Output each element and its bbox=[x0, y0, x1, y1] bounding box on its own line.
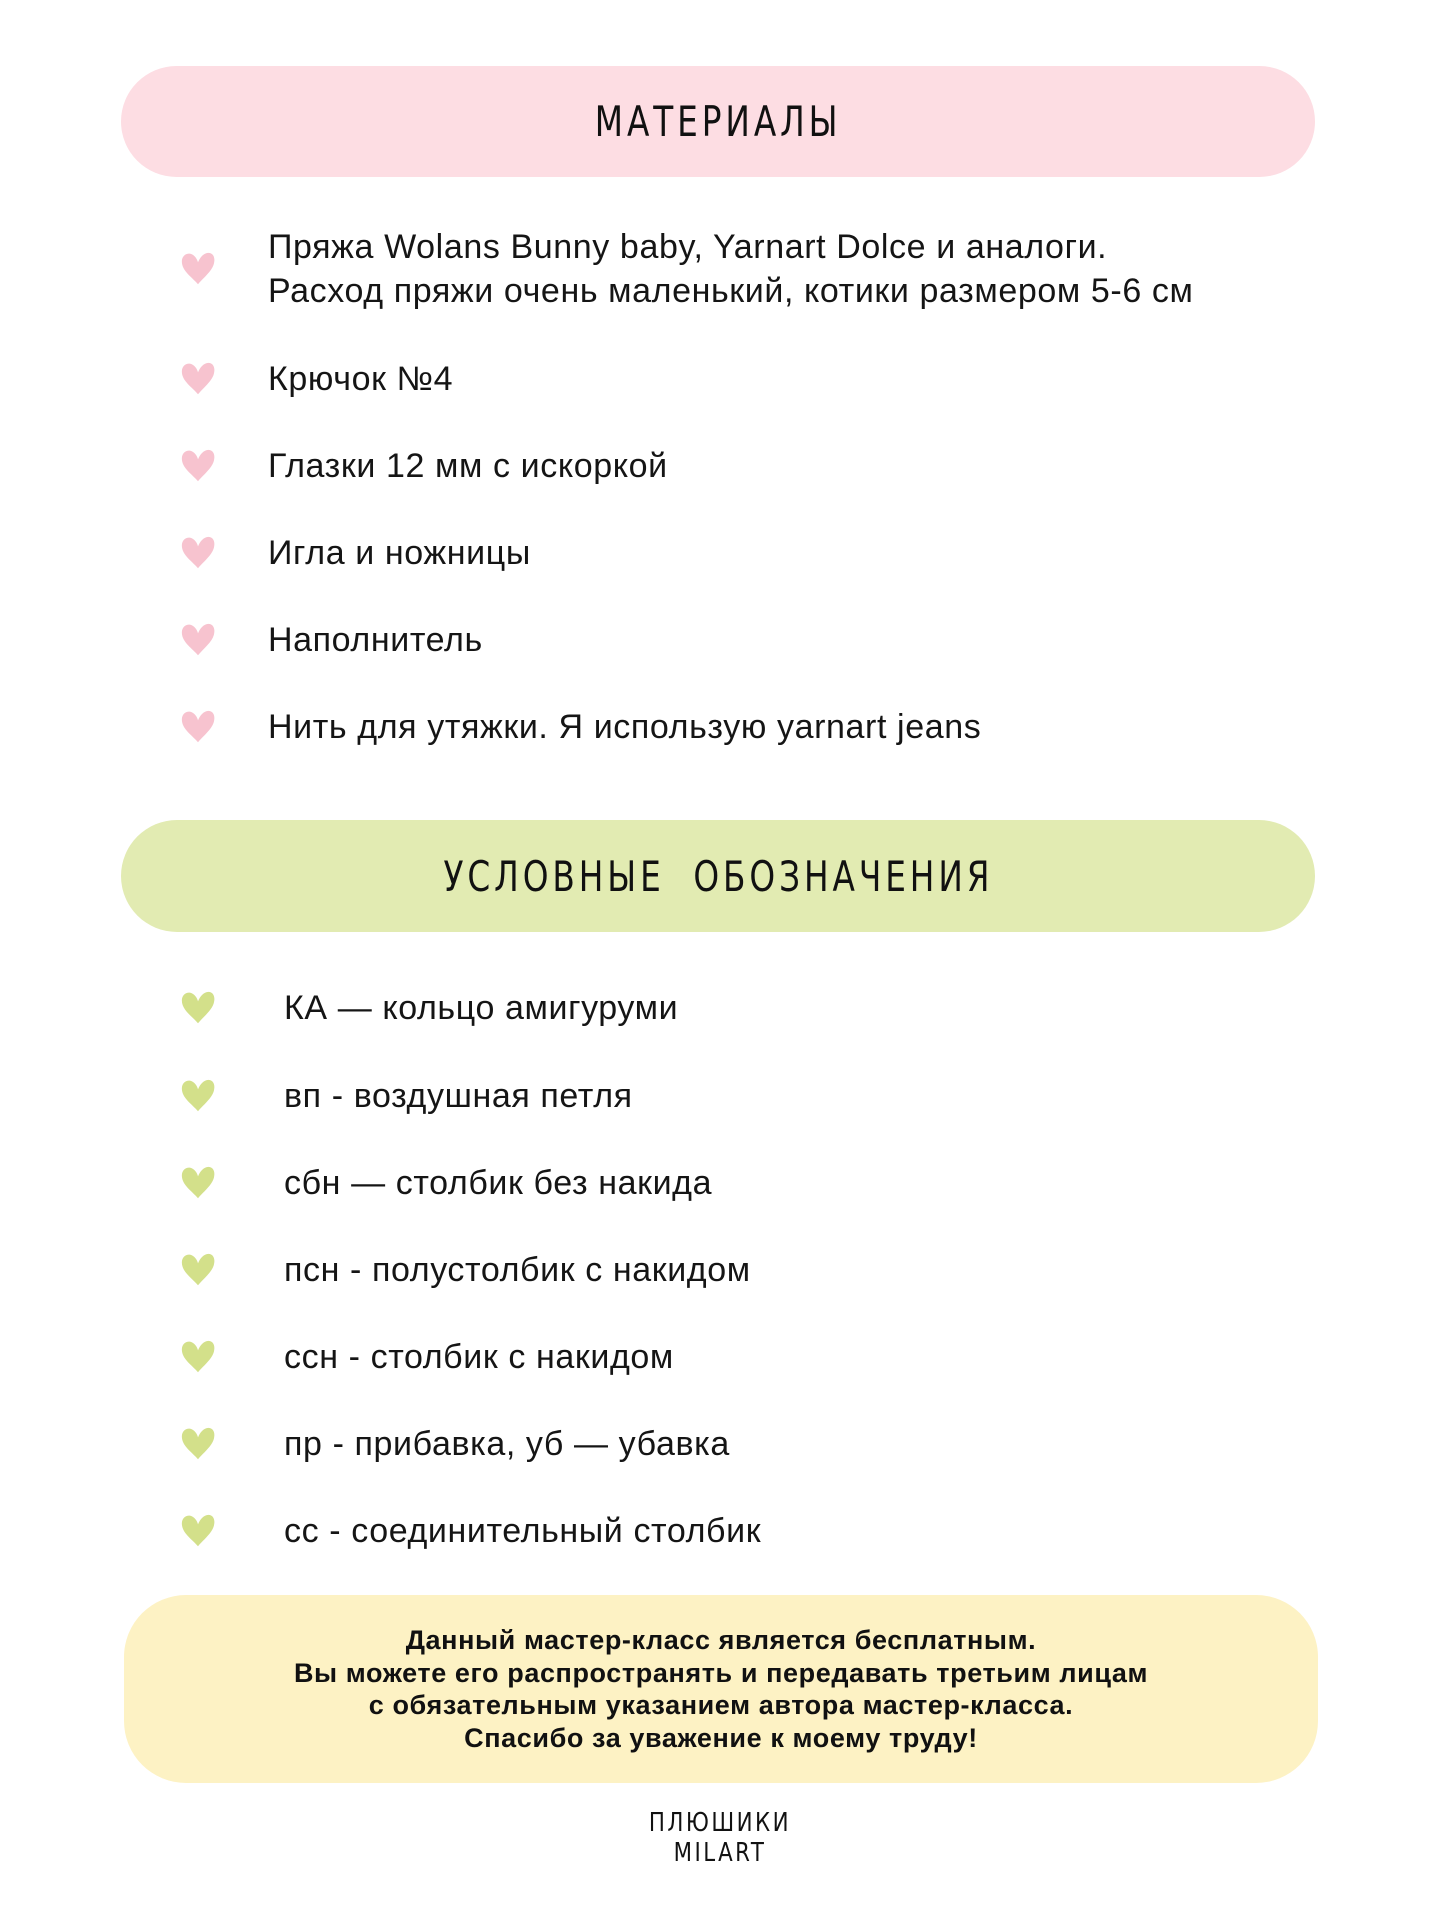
notice-line: Спасибо за уважение к моему труду! bbox=[464, 1722, 978, 1753]
brand-logo bbox=[0, 1808, 1440, 1868]
heart-icon bbox=[179, 448, 217, 485]
legend-item-text: ссн - столбик с накидом bbox=[284, 1338, 674, 1376]
materials-item-text bbox=[268, 618, 483, 662]
materials-item-line: Глазки 12 мм с искоркой bbox=[268, 447, 668, 485]
legend-header bbox=[121, 820, 1315, 932]
materials-header bbox=[121, 66, 1315, 177]
materials-item-line: Пряжа Wolans Bunny baby, Yarnart Dolce и аналоги. bbox=[268, 228, 1108, 266]
heart-icon bbox=[179, 1426, 217, 1463]
materials-item-line: Крючок №4 bbox=[268, 360, 454, 398]
legend-title: УСЛОВНЫЕ ОБОЗНАЧЕНИЯ bbox=[443, 851, 993, 901]
legend-item-text: вп - воздушная петля bbox=[284, 1077, 633, 1115]
legend-item-text: псн - полустолбик с накидом bbox=[284, 1251, 751, 1289]
heart-icon bbox=[179, 1078, 217, 1115]
heart-icon bbox=[179, 361, 217, 398]
notice-line: Вы можете его распространять и передавать третьим лицам bbox=[293, 1657, 1149, 1688]
materials-item-text bbox=[268, 225, 1193, 313]
materials-item-line: Наполнитель bbox=[268, 621, 483, 659]
heart-icon bbox=[179, 1339, 217, 1376]
heart-icon bbox=[179, 709, 217, 746]
brand-name-line2: MILART bbox=[673, 1838, 767, 1868]
materials-item-text bbox=[268, 444, 668, 488]
heart-icon bbox=[179, 1252, 217, 1289]
materials-item-line: Игла и ножницы bbox=[268, 534, 531, 572]
notice-line: Данный мастер-класс является бесплатным. bbox=[405, 1625, 1037, 1655]
heart-icon bbox=[179, 1513, 217, 1550]
legend-item-text: пр - прибавка, уб — убавка bbox=[284, 1425, 730, 1463]
heart-icon bbox=[179, 1165, 217, 1202]
materials-title: МАТЕРИАЛЫ bbox=[594, 97, 842, 146]
legend-item-text: сбн — столбик без накида bbox=[284, 1164, 713, 1202]
materials-item-text bbox=[268, 705, 981, 749]
heart-icon bbox=[179, 990, 217, 1027]
legend-item-text: сс - соединительный столбик bbox=[284, 1512, 762, 1550]
materials-item-text bbox=[268, 531, 531, 575]
brand-name-line1: ПЛЮШИКИ bbox=[648, 1808, 792, 1838]
materials-item-line: Нить для утяжки. Я использую yarnart jeans bbox=[268, 708, 982, 746]
free-class-notice bbox=[124, 1595, 1318, 1783]
materials-item-text bbox=[268, 357, 453, 401]
legend-item-text: КА — кольцо амигуруми bbox=[284, 989, 679, 1027]
heart-icon bbox=[179, 251, 217, 288]
notice-line: с обязательным указанием автора мастер-класса. bbox=[368, 1690, 1074, 1720]
heart-icon bbox=[179, 622, 217, 659]
heart-icon bbox=[179, 535, 217, 572]
materials-item-line: Расход пряжи очень маленький, котики размером 5-6 см bbox=[268, 272, 1194, 310]
